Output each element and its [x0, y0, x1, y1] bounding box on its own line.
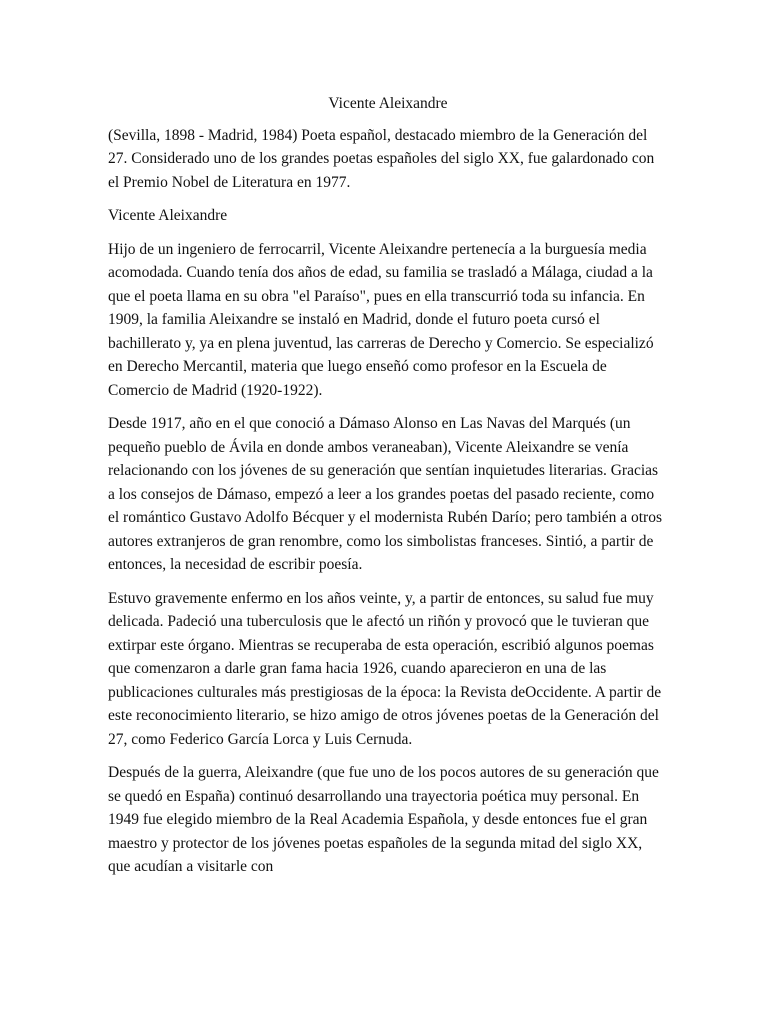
paragraph-childhood: Hijo de un ingeniero de ferrocarril, Vicente Aleixandre pertenecía a la burguesía media acomodada. Cuando tenía dos años de edad, su familia se trasladó a Málaga, ciudad a la que el poeta llama en su obra "el Paraíso", pues en ella transcurrió toda su infancia. En 1909, la familia Aleixandre se instaló en Madrid, donde el futuro poeta cursó el bachillerato y, ya en plena juventud, las carreras de Derecho y Comercio. Se especializó en Derecho Mercantil, materia que luego enseñó como profesor en la Escuela de Comercio de Madrid (1920-1922).	[108, 240, 654, 399]
document-page	[108, 92, 668, 889]
paragraph-illness: Estuvo gravemente enfermo en los años veinte, y, a partir de entonces, su salud fue muy delicada. Padeció una tuberculosis que le afectó un riñón y provocó que le tuvieran que extirpar este órgano. Mientras se recuperaba de esta operación, escribió algunos poemas que comenzaron a darle gran fama hacia 1926, cuando aparecieron en una de las publicaciones culturales más prestigiosas de la época: la Revista deOccidente. A partir de este reconocimiento literario, se hizo amigo de otros jóvenes poetas de la Generación del 27, como Federico García Lorca y Luis Cernuda.	[108, 589, 662, 748]
document-title: Vicente Aleixandre	[328, 95, 448, 112]
paragraph-subtitle: Vicente Aleixandre	[108, 207, 228, 224]
paragraph-intro: (Sevilla, 1898 - Madrid, 1984) Poeta español, destacado miembro de la Generación del 27. Considerado uno de los grandes poetas españoles del siglo XX, fue galardonado con el Premio Nobel de Literatura en 1977.	[108, 126, 655, 191]
paragraph-early-influences: Desde 1917, año en el que conoció a Dámaso Alonso en Las Navas del Marqués (un pequeño pueblo de Ávila en donde ambos veraneaban), Vicente Aleixandre se venía relacionando con los jóvenes de su generación que sentían inquietudes literarias. Gracias a los consejos de Dámaso, empezó a leer a los grandes poetas del pasado reciente, como el romántico Gustavo Adolfo Bécquer y el modernista Rubén Darío; pero también a otros autores extranjeros de gran renombre, como los simbolistas franceses. Sintió, a partir de entonces, la necesidad de escribir poesía.	[108, 415, 662, 573]
paragraph-postwar: Después de la guerra, Aleixandre (que fue uno de los pocos autores de su generación que se quedó en España) continuó desarrollando una trayectoria poética muy personal. En 1949 fue elegido miembro de la Real Academia Española, y desde entonces fue el gran maestro y protector de los jóvenes poetas españoles de la segunda mitad del siglo XX, que acudían a visitarle con	[108, 764, 659, 875]
